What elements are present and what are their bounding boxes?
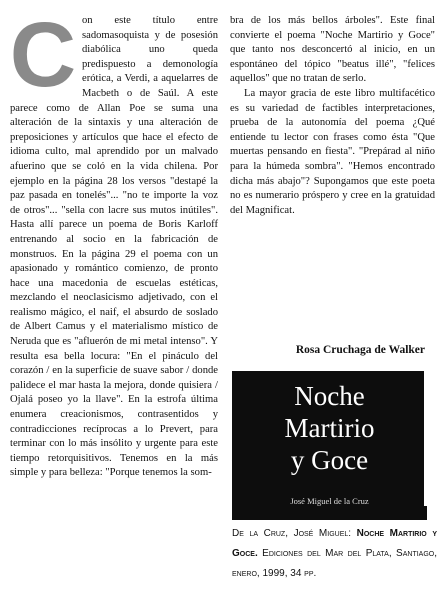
reference-author: De la Cruz, José Miguel: [232,528,352,539]
author-signature: Rosa Cruchaga de Walker [295,344,425,356]
drop-cap-letter [9,4,77,106]
article-paragraph: on este título entre sadomasoquista y de posesión diabólica uno queda predispuesto a demonología erótica, a Verdi, a aquelarres de Macbeth o de Saúl. A este parece como de Allan Poe se suma una alteración de la sintaxis y una alteración de preposiciones y artículos que hace el efecto de idioma culto, mal aprendido por un malvado afuerino que se coló en la vida chilena. Por ejemplo en la página 28 los versos "destapé la paz pasada en tonelés"... "no te importe la voz de otros"... "sella con lacre sus mutos inútiles". Hasta allí parece un poema de Boris Karloff entrenando al socio en la fabricación de monstruos. En la página 29 el poema con un apasionado y romántico comienzo, de pronto hace una macedonia de escuelas estéticas, mezclando el neoclasicismo adjetivado, con el realismo mágico, el naif, el absurdo de soslado de Albert Camus y el materialismo místico de Neruda que es "afluerón de mi metal intenso". Y resulta esa bella locura: "En el pináculo del corazón / en la superficie de suave sabor / donde palidece el mar hasta la mejora, donde quisiera / Ojalá poseo yo la llave". En la estrofa última enumera creacionismos, contrasentidos y contradicciones recíprocas a lo Prevert, para terminar con lo más insólito y urgente para este tiempo retorquisitivos. Tenemos en la más simple y para belleza: "Porque tenemos la som- [10,15,218,479]
article-paragraph: La mayor gracia de este libro multifacético es su variedad de factibles interpretaciones, prueba de la autonomía del poema ¿Qué entiende tu lector con frases como ésta "Que muertas pensando en fiesta". "Prepárad al niño para la húmeda sombra". "Hemos encontrado dicha más abajo"? Supongamos que este poeta no es numerario próspero y cree en la gratuidad del Magnificat. [230,87,435,216]
cover-title-line: Martirio [284,413,375,443]
article-left-column [9,4,218,481]
drop-cap-glyph: C [9,4,77,106]
cover-title [232,380,427,476]
article-right-column [230,14,435,218]
cover-author: José Miguel de la Cruz [290,496,369,506]
cover-frame-top [232,368,427,371]
cover-title-line: Noche [294,381,365,411]
cover-title-line: y Goce [290,445,369,475]
article-paragraph: bra de los más bellos árboles". Este final convierte el poema "Noche Martirio y Goce" que tanto nos desconcertó al inicio, en un espontáneo del tópico "beatus illé", "felices aquellos" que no tratan de serlo. [230,15,435,85]
bibliographic-reference [232,524,437,584]
reference-details: Ediciones del Mar del Plata, Santiago, enero, 1999, 34 pp. [232,548,437,579]
reference-title: Noche Martirio y Goce. [232,528,437,559]
book-cover-image [232,368,427,520]
